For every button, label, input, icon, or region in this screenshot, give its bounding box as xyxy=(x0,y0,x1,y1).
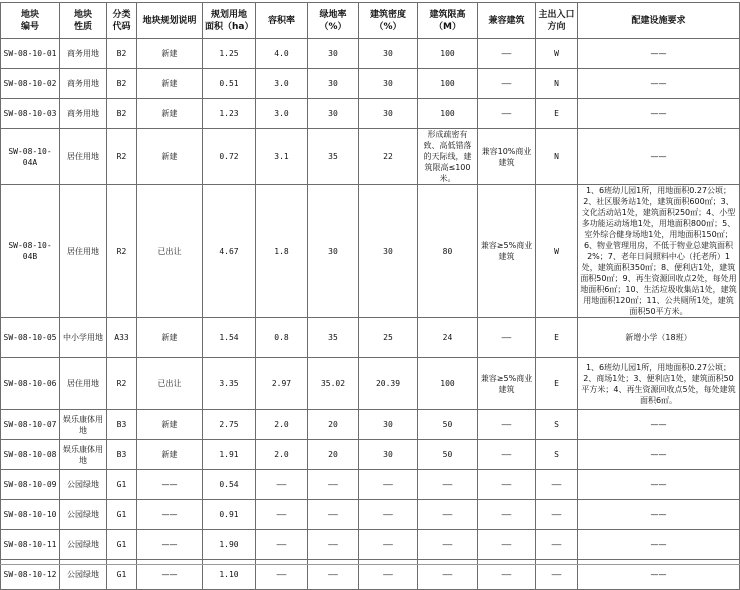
parcel-id: SW-08-10-08 xyxy=(1,440,60,470)
compatible-building: —— xyxy=(478,530,536,560)
header-cell: 建筑限高 （M） xyxy=(418,3,478,39)
header-cell: 兼容建筑 xyxy=(478,3,536,39)
facility-requirements: —— xyxy=(578,410,740,440)
land-use: 商务用地 xyxy=(60,39,107,69)
plan-note: —— xyxy=(137,560,203,590)
height-limit: 24 xyxy=(418,318,478,358)
site-area: 0.72 xyxy=(203,129,256,185)
table-row xyxy=(1,129,740,185)
facility-requirements: —— xyxy=(578,500,740,530)
floor-area-ratio: 3.0 xyxy=(256,99,308,129)
plan-note: 新建 xyxy=(137,99,203,129)
parcel-id: SW-08-10-04A xyxy=(1,129,60,185)
parcel-id: SW-08-10-10 xyxy=(1,500,60,530)
class-code: A33 xyxy=(107,318,137,358)
green-ratio: 20 xyxy=(308,440,359,470)
table-row xyxy=(1,530,740,560)
plan-note: 新建 xyxy=(137,318,203,358)
building-density: 30 xyxy=(359,39,418,69)
facility-requirements: —— xyxy=(578,440,740,470)
building-density: —— xyxy=(359,560,418,590)
floor-area-ratio: 1.8 xyxy=(256,185,308,318)
floor-area-ratio: 0.8 xyxy=(256,318,308,358)
green-ratio: 30 xyxy=(308,39,359,69)
parcel-id: SW-08-10-06 xyxy=(1,358,60,410)
building-density: 30 xyxy=(359,185,418,318)
entry-direction: N xyxy=(536,129,578,185)
green-ratio: —— xyxy=(308,470,359,500)
building-density: —— xyxy=(359,530,418,560)
building-density: —— xyxy=(359,470,418,500)
green-ratio: —— xyxy=(308,560,359,590)
entry-direction: E xyxy=(536,318,578,358)
compatible-building: —— xyxy=(478,69,536,99)
floor-area-ratio: 4.0 xyxy=(256,39,308,69)
floor-area-ratio: 3.1 xyxy=(256,129,308,185)
header-cell: 地块规划说明 xyxy=(137,3,203,39)
green-ratio: —— xyxy=(308,500,359,530)
land-use: 中小学用地 xyxy=(60,318,107,358)
building-density: 30 xyxy=(359,410,418,440)
land-use: 公园绿地 xyxy=(60,500,107,530)
land-use: 居住用地 xyxy=(60,129,107,185)
site-area: 1.23 xyxy=(203,99,256,129)
site-area: 1.10 xyxy=(203,560,256,590)
parcel-id: SW-08-10-07 xyxy=(1,410,60,440)
compatible-building: —— xyxy=(478,470,536,500)
parcel-id: SW-08-10-09 xyxy=(1,470,60,500)
plan-note: 新建 xyxy=(137,129,203,185)
class-code: B2 xyxy=(107,69,137,99)
green-ratio: 35.02 xyxy=(308,358,359,410)
floor-area-ratio: 2.0 xyxy=(256,440,308,470)
table-body xyxy=(1,39,740,590)
parcel-id: SW-08-10-03 xyxy=(1,99,60,129)
parcel-id: SW-08-10-01 xyxy=(1,39,60,69)
green-ratio: 30 xyxy=(308,69,359,99)
green-ratio: 20 xyxy=(308,410,359,440)
compatible-building: —— xyxy=(478,318,536,358)
land-use: 商务用地 xyxy=(60,99,107,129)
facility-requirements: —— xyxy=(578,69,740,99)
facility-requirements: 1、6班幼儿园1所，用地面积0.27公顷；2、商场1处；3、便利店1处，建筑面积50平方米；4、再生资源回收点5处，每处建筑面积6㎡。 xyxy=(578,358,740,410)
table-row xyxy=(1,500,740,530)
entry-direction: S xyxy=(536,410,578,440)
class-code: G1 xyxy=(107,560,137,590)
parcel-id: SW-08-10-02 xyxy=(1,69,60,99)
compatible-building: 兼容≥5%商业建筑 xyxy=(478,358,536,410)
height-limit: —— xyxy=(418,530,478,560)
site-area: 4.67 xyxy=(203,185,256,318)
height-limit: 50 xyxy=(418,410,478,440)
table-row xyxy=(1,69,740,99)
floor-area-ratio: —— xyxy=(256,560,308,590)
compatible-building: —— xyxy=(478,410,536,440)
land-use: 居住用地 xyxy=(60,358,107,410)
header-cell: 分类 代码 xyxy=(107,3,137,39)
parcel-id: SW-08-10-05 xyxy=(1,318,60,358)
compatible-building: —— xyxy=(478,99,536,129)
class-code: G1 xyxy=(107,500,137,530)
site-area: 1.54 xyxy=(203,318,256,358)
floor-area-ratio: —— xyxy=(256,530,308,560)
entry-direction: E xyxy=(536,99,578,129)
facility-requirements: —— xyxy=(578,129,740,185)
entry-direction: —— xyxy=(536,470,578,500)
facility-requirements: 1、6班幼儿园1所，用地面积0.27公顷；2、社区服务站1处，建筑面积600㎡；3、文化活动站1处，建筑面积250㎡；4、小型多功能运动场地1处，用地面积800㎡；5、室外综合健身场地1处，用地面积150㎡；6、物业管理用房，不低于物业总建筑面积2%；7、老年日间照料中心（托老所）1处，建筑面积350㎡；8、便利店1处，建筑面积50㎡；9、再生资源回收点2处，每处用地面积6㎡；10、生活垃圾收集站1处，建筑用地面积120㎡；11、公共厕所1处，建筑面积50平方米。 xyxy=(578,185,740,318)
table-row xyxy=(1,99,740,129)
facility-requirements: —— xyxy=(578,470,740,500)
height-limit: —— xyxy=(418,470,478,500)
plan-note: 已出让 xyxy=(137,185,203,318)
class-code: R2 xyxy=(107,129,137,185)
land-plan-table xyxy=(0,2,740,590)
header-cell: 绿地率 （%） xyxy=(308,3,359,39)
green-ratio: 35 xyxy=(308,318,359,358)
facility-requirements: —— xyxy=(578,39,740,69)
land-use: 娱乐康体用地 xyxy=(60,410,107,440)
facility-requirements: —— xyxy=(578,530,740,560)
header-cell: 容积率 xyxy=(256,3,308,39)
compatible-building: —— xyxy=(478,500,536,530)
green-ratio: 35 xyxy=(308,129,359,185)
table-row xyxy=(1,185,740,318)
facility-requirements: 新增小学（18班） xyxy=(578,318,740,358)
plan-note: —— xyxy=(137,500,203,530)
land-use: 公园绿地 xyxy=(60,560,107,590)
site-area: 0.51 xyxy=(203,69,256,99)
plan-note: —— xyxy=(137,470,203,500)
height-limit: 形成疏密有致、高低错落的天际线，建筑限高≤100米。 xyxy=(418,129,478,185)
class-code: B3 xyxy=(107,440,137,470)
height-limit: —— xyxy=(418,500,478,530)
site-area: 3.35 xyxy=(203,358,256,410)
floor-area-ratio: 3.0 xyxy=(256,69,308,99)
building-density: 20.39 xyxy=(359,358,418,410)
parcel-id: SW-08-10-04B xyxy=(1,185,60,318)
land-use: 商务用地 xyxy=(60,69,107,99)
entry-direction: N xyxy=(536,69,578,99)
header-cell: 地块 编号 xyxy=(1,3,60,39)
height-limit: 100 xyxy=(418,358,478,410)
site-area: 0.91 xyxy=(203,500,256,530)
parcel-id: SW-08-10-12 xyxy=(1,560,60,590)
compatible-building: —— xyxy=(478,440,536,470)
building-density: —— xyxy=(359,500,418,530)
land-use: 公园绿地 xyxy=(60,470,107,500)
entry-direction: —— xyxy=(536,530,578,560)
height-limit: 100 xyxy=(418,39,478,69)
class-code: B2 xyxy=(107,99,137,129)
site-area: 1.90 xyxy=(203,530,256,560)
class-code: G1 xyxy=(107,470,137,500)
compatible-building: —— xyxy=(478,39,536,69)
header-cell: 地块 性质 xyxy=(60,3,107,39)
table-row xyxy=(1,318,740,358)
plan-note: 新建 xyxy=(137,410,203,440)
site-area: 1.91 xyxy=(203,440,256,470)
entry-direction: S xyxy=(536,440,578,470)
height-limit: 100 xyxy=(418,99,478,129)
class-code: G1 xyxy=(107,530,137,560)
header-cell: 建筑密度 （%） xyxy=(359,3,418,39)
building-density: 25 xyxy=(359,318,418,358)
facility-requirements: —— xyxy=(578,560,740,590)
land-use: 娱乐康体用地 xyxy=(60,440,107,470)
header-row xyxy=(1,3,740,39)
height-limit: 50 xyxy=(418,440,478,470)
class-code: B2 xyxy=(107,39,137,69)
header-cell: 主出入口 方向 xyxy=(536,3,578,39)
height-limit: 80 xyxy=(418,185,478,318)
entry-direction: —— xyxy=(536,500,578,530)
header-cell: 规划用地 面积（ha） xyxy=(203,3,256,39)
plan-note: 已出让 xyxy=(137,358,203,410)
class-code: R2 xyxy=(107,358,137,410)
floor-area-ratio: 2.0 xyxy=(256,410,308,440)
building-density: 30 xyxy=(359,69,418,99)
table-row xyxy=(1,440,740,470)
facility-requirements: —— xyxy=(578,99,740,129)
plan-note: 新建 xyxy=(137,440,203,470)
plan-note: 新建 xyxy=(137,69,203,99)
entry-direction: E xyxy=(536,358,578,410)
entry-direction: W xyxy=(536,185,578,318)
table-row xyxy=(1,410,740,440)
parcel-id: SW-08-10-11 xyxy=(1,530,60,560)
floor-area-ratio: —— xyxy=(256,470,308,500)
height-limit: —— xyxy=(418,560,478,590)
building-density: 30 xyxy=(359,440,418,470)
entry-direction: W xyxy=(536,39,578,69)
page-bottom-rule xyxy=(0,564,740,565)
building-density: 22 xyxy=(359,129,418,185)
green-ratio: 30 xyxy=(308,185,359,318)
plan-note: 新建 xyxy=(137,39,203,69)
table-row xyxy=(1,470,740,500)
compatible-building: 兼容10%商业建筑 xyxy=(478,129,536,185)
entry-direction: —— xyxy=(536,560,578,590)
building-density: 30 xyxy=(359,99,418,129)
land-use: 公园绿地 xyxy=(60,530,107,560)
compatible-building: —— xyxy=(478,560,536,590)
class-code: B3 xyxy=(107,410,137,440)
site-area: 0.54 xyxy=(203,470,256,500)
plan-note: —— xyxy=(137,530,203,560)
land-use: 居住用地 xyxy=(60,185,107,318)
class-code: R2 xyxy=(107,185,137,318)
compatible-building: 兼容≥5%商业建筑 xyxy=(478,185,536,318)
table-row xyxy=(1,39,740,69)
table-row xyxy=(1,358,740,410)
header-cell: 配建设施要求 xyxy=(578,3,740,39)
floor-area-ratio: 2.97 xyxy=(256,358,308,410)
green-ratio: —— xyxy=(308,530,359,560)
site-area: 1.25 xyxy=(203,39,256,69)
site-area: 2.75 xyxy=(203,410,256,440)
floor-area-ratio: —— xyxy=(256,500,308,530)
height-limit: 100 xyxy=(418,69,478,99)
green-ratio: 30 xyxy=(308,99,359,129)
